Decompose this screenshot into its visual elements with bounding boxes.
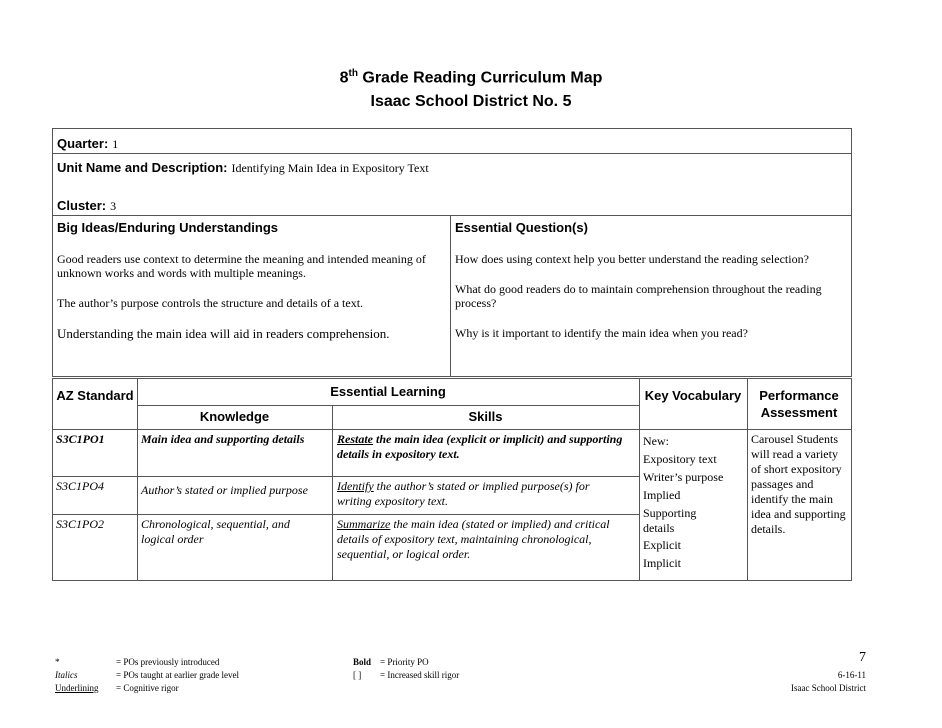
legend-value-bold: = Priority PO	[380, 657, 429, 667]
district-title: Isaac School District No. 5	[370, 93, 572, 110]
legend-value-underlining: = Cognitive rigor	[116, 683, 179, 693]
knowledge-header: Knowledge	[199, 409, 270, 424]
essential-question-3: Why is it important to identify the main idea when you read?	[455, 326, 748, 340]
standard-1: S3C1PO1	[56, 432, 105, 446]
vocab-item: New:	[643, 434, 669, 448]
unit-info-box	[52, 128, 852, 216]
vocabulary-list	[643, 432, 723, 572]
standard-2: S3C1PO4	[56, 479, 104, 493]
performance-assessment-text: Carousel Students will read a variety of short expository passages and identify the main idea and supporting details.	[751, 432, 846, 536]
standard-3: S3C1PO2	[56, 517, 104, 531]
cluster-row: Cluster: 3	[57, 198, 117, 213]
knowledge-1: Main idea and supporting details	[141, 432, 305, 446]
az-standard-header: AZ Standard	[56, 388, 134, 403]
vocab-item: Expository text	[643, 452, 717, 466]
skill-2: Identify the author’s stated or implied purpose(s) for writing expository text.	[337, 479, 590, 508]
vocab-item: Supporting details	[643, 506, 697, 535]
legend-key-brackets: [ ]	[353, 670, 362, 680]
vocab-item: Implied	[643, 488, 681, 502]
unit-row: Unit Name and Description: Identifying Main Idea in Expository Text	[57, 160, 429, 175]
learning-table	[52, 378, 852, 581]
footer-date: 6-16-11	[837, 670, 866, 680]
key-vocabulary-header: Key Vocabulary	[644, 388, 742, 403]
big-idea-3: Understanding the main idea will aid in readers comprehension.	[57, 326, 390, 341]
page-number: 7	[859, 650, 866, 665]
page-title: 8th Grade Reading Curriculum Map	[339, 68, 603, 87]
essential-question-2: What do good readers do to maintain comprehension throughout the reading process?	[455, 282, 822, 310]
skill-1: Restate the main idea (explicit or implicit) and supporting details in expository text.	[337, 432, 623, 461]
essential-learning-header: Essential Learning	[330, 384, 446, 399]
knowledge-3: Chronological, sequential, and logical order	[141, 517, 290, 546]
legend-value-asterisk: = POs previously introduced	[116, 657, 220, 667]
big-idea-2: The author’s purpose controls the structure and details of a text.	[57, 296, 364, 310]
footer-district: Isaac School District	[791, 683, 866, 693]
legend-key-bold: Bold	[353, 657, 372, 667]
vocab-item: Implicit	[643, 556, 681, 570]
legend-value-italics: = POs taught at earlier grade level	[116, 670, 240, 680]
skills-header: Skills	[468, 409, 503, 424]
legend-key-underlining: Underlining	[55, 683, 99, 693]
skill-3: Summarize the main idea (stated or implied) and critical details of expository text, maintaining chronological, sequential, or logical order.	[337, 517, 610, 561]
performance-assessment-header: Performance Assessment	[759, 388, 839, 420]
essential-questions-heading: Essential Question(s)	[455, 220, 588, 235]
big-idea-1: Good readers use context to determine the meaning and intended meaning of unknown works and words with multiple meanings.	[57, 252, 426, 280]
big-ideas-box	[52, 215, 852, 377]
legend-value-brackets: = Increased skill rigor	[380, 670, 460, 680]
vocab-item: Writer’s purpose	[643, 470, 724, 484]
legend-key-asterisk: *	[55, 657, 60, 667]
quarter-row: Quarter: 1	[57, 136, 119, 151]
big-ideas-heading: Big Ideas/Enduring Understandings	[57, 220, 279, 235]
essential-question-1: How does using context help you better understand the reading selection?	[455, 252, 809, 266]
knowledge-2: Author’s stated or implied purpose	[141, 483, 308, 497]
legend-key-italics: Italics	[55, 670, 78, 680]
vocab-item: Explicit	[643, 538, 681, 552]
